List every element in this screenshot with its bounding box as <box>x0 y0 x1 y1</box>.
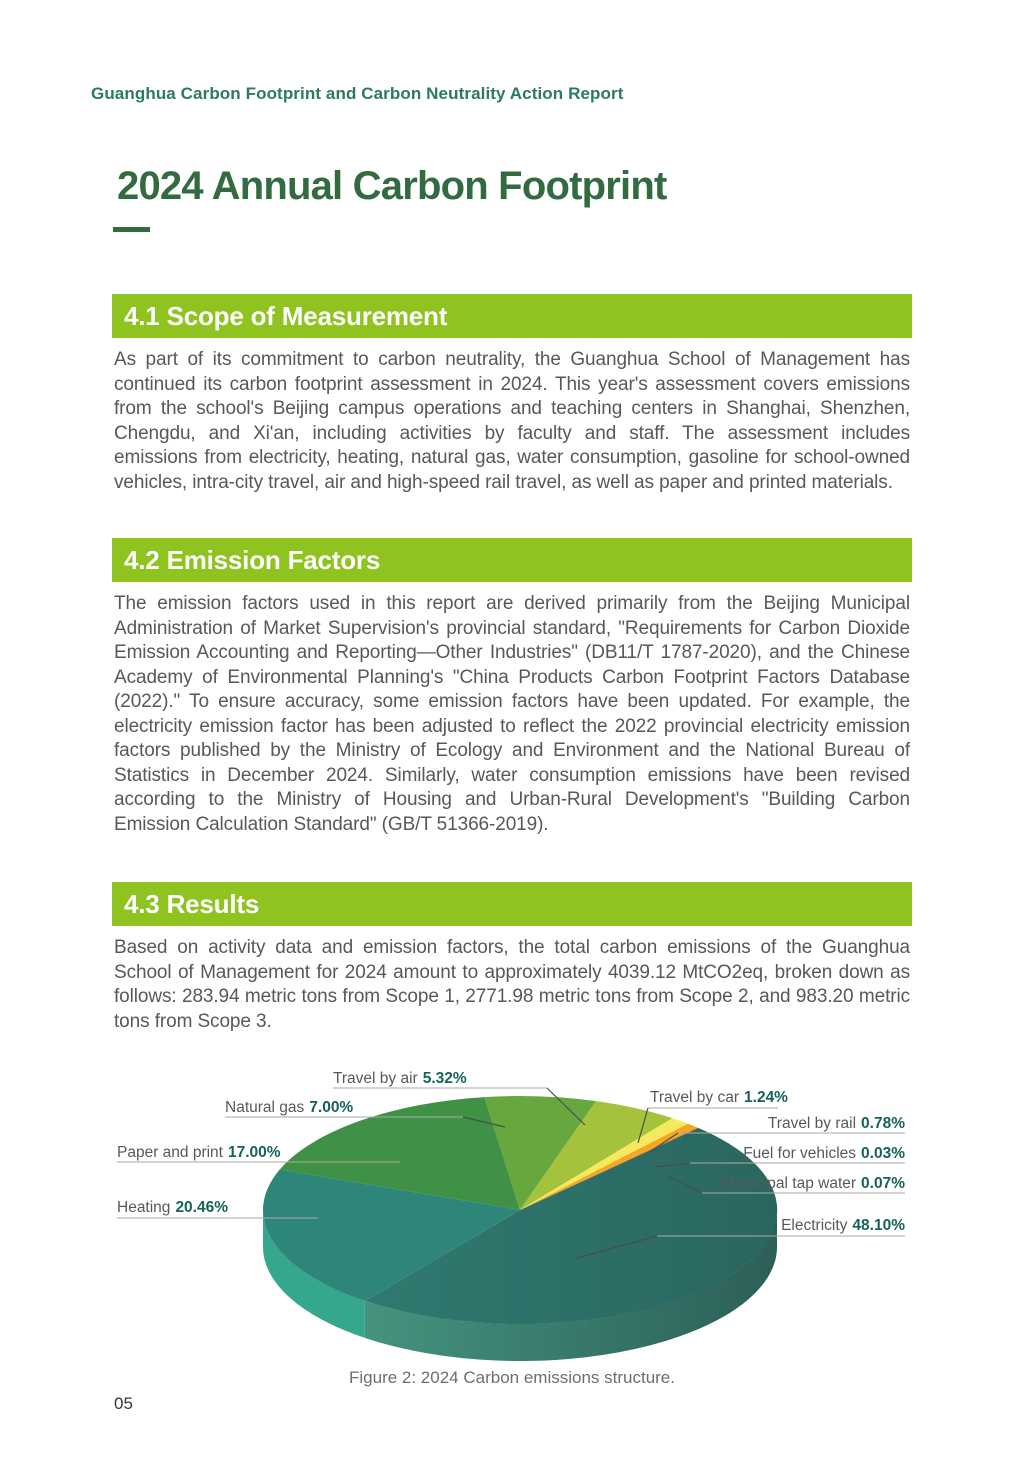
pie-label-value: 7.00% <box>309 1099 354 1116</box>
pie-label-municipal-tap-water <box>723 1174 906 1193</box>
pie-label-value: 0.03% <box>861 1145 905 1162</box>
pie-label-travel-by-rail <box>768 1114 905 1133</box>
pie-label-name: Travel by car <box>650 1089 740 1106</box>
pie-label-paper-and-print <box>117 1143 281 1162</box>
section-body-4-1: As part of its commitment to carbon neutrality, the Guanghua School of Management has continued its carbon footprint assessment in 2024. This year's assessment covers emissions from the school's Beijing campus operations and teaching centers in Shanghai, Shenzhen, Chengdu, and Xi'an, including activities by faculty and staff. The assessment includes emissions from electricity, heating, natural gas, water consumption, gasoline for school-owned vehicles, intra-city travel, air and high-speed rail travel, as well as paper and printed materials. <box>114 349 910 493</box>
pie-label-name: Heating <box>117 1199 171 1216</box>
pie-label-value: 20.46% <box>175 1199 229 1216</box>
pie-label-name: Travel by rail <box>767 1115 857 1132</box>
pie-label-electricity <box>781 1216 905 1235</box>
title-underline <box>113 227 150 232</box>
pie-label-name: Travel by air <box>333 1070 418 1087</box>
report-header: Guanghua Carbon Footprint and Carbon Neutrality Action Report <box>91 84 624 103</box>
section-body-4-3: Based on activity data and emission factors, the total carbon emissions of the Guanghua School of Management for 2024 amount to approximately 4039.12 MtCO2eq, broken down as follows: 283.94 metric tons from Scope 1, 2771.98 metric tons from Scope 2, and 983.20 metric tons from Scope 3. <box>114 937 910 1032</box>
pie-label-fuel-for-vehicles <box>743 1144 905 1163</box>
page-title: 2024 Annual Carbon Footprint <box>117 164 667 208</box>
pie-label-travel-by-air <box>333 1069 467 1088</box>
pie-label-value: 0.07% <box>861 1175 905 1192</box>
pie-label-value: 5.32% <box>422 1070 467 1087</box>
pie-label-value: 1.24% <box>744 1089 788 1106</box>
pie-label-value: 0.78% <box>861 1115 905 1132</box>
pie-label-value: 48.10% <box>852 1217 905 1234</box>
figure-caption: Figure 2: 2024 Carbon emissions structure. <box>349 1368 675 1387</box>
section-heading-4-1: 4.1 Scope of Measurement <box>112 294 912 338</box>
page-number: 05 <box>114 1394 133 1413</box>
pie-label-value: 17.00% <box>228 1144 281 1161</box>
section-scope-of-measurement <box>112 294 912 495</box>
pie-label-name: Natural gas <box>225 1099 305 1116</box>
section-body-4-2: The emission factors used in this report are derived primarily from the Beijing Municipal Administration of Market Supervision's provincial standard, "Requirements for Carbon Dioxide Emission Accounting and Reporting—Other Industries" (DB11/T 1787-2020), and the Chinese Academy of Environmental Planning's "China Products Carbon Footprint Factors Database (2022)." To ensure accuracy, some emission factors have been updated. For example, the electricity emission factor has been adjusted to reflect the 2022 provincial electricity emission factors published by the Ministry of Ecology and Environment and the National Bureau of Statistics in December 2024. Similarly, water consumption emissions have been revised according to the Ministry of Housing and Urban-Rural Development's "Building Carbon Emission Calculation Standard" (GB/T 51366-2019). <box>114 593 910 835</box>
pie-label-heating <box>117 1198 228 1217</box>
pie-label-name: Electricity <box>781 1217 848 1234</box>
pie-label-name: Municipal tap water <box>722 1175 857 1192</box>
section-results <box>112 882 912 1034</box>
pie-label-natural-gas <box>225 1098 353 1117</box>
section-heading-4-2: 4.2 Emission Factors <box>112 538 912 582</box>
section-heading-4-3: 4.3 Results <box>112 882 912 926</box>
pie-label-name: Paper and print <box>117 1144 223 1161</box>
pie-label-name: Fuel for vehicles <box>743 1145 857 1162</box>
section-emission-factors <box>112 538 912 837</box>
pie-label-travel-by-car <box>650 1088 788 1107</box>
emissions-pie-chart <box>0 1055 1024 1395</box>
